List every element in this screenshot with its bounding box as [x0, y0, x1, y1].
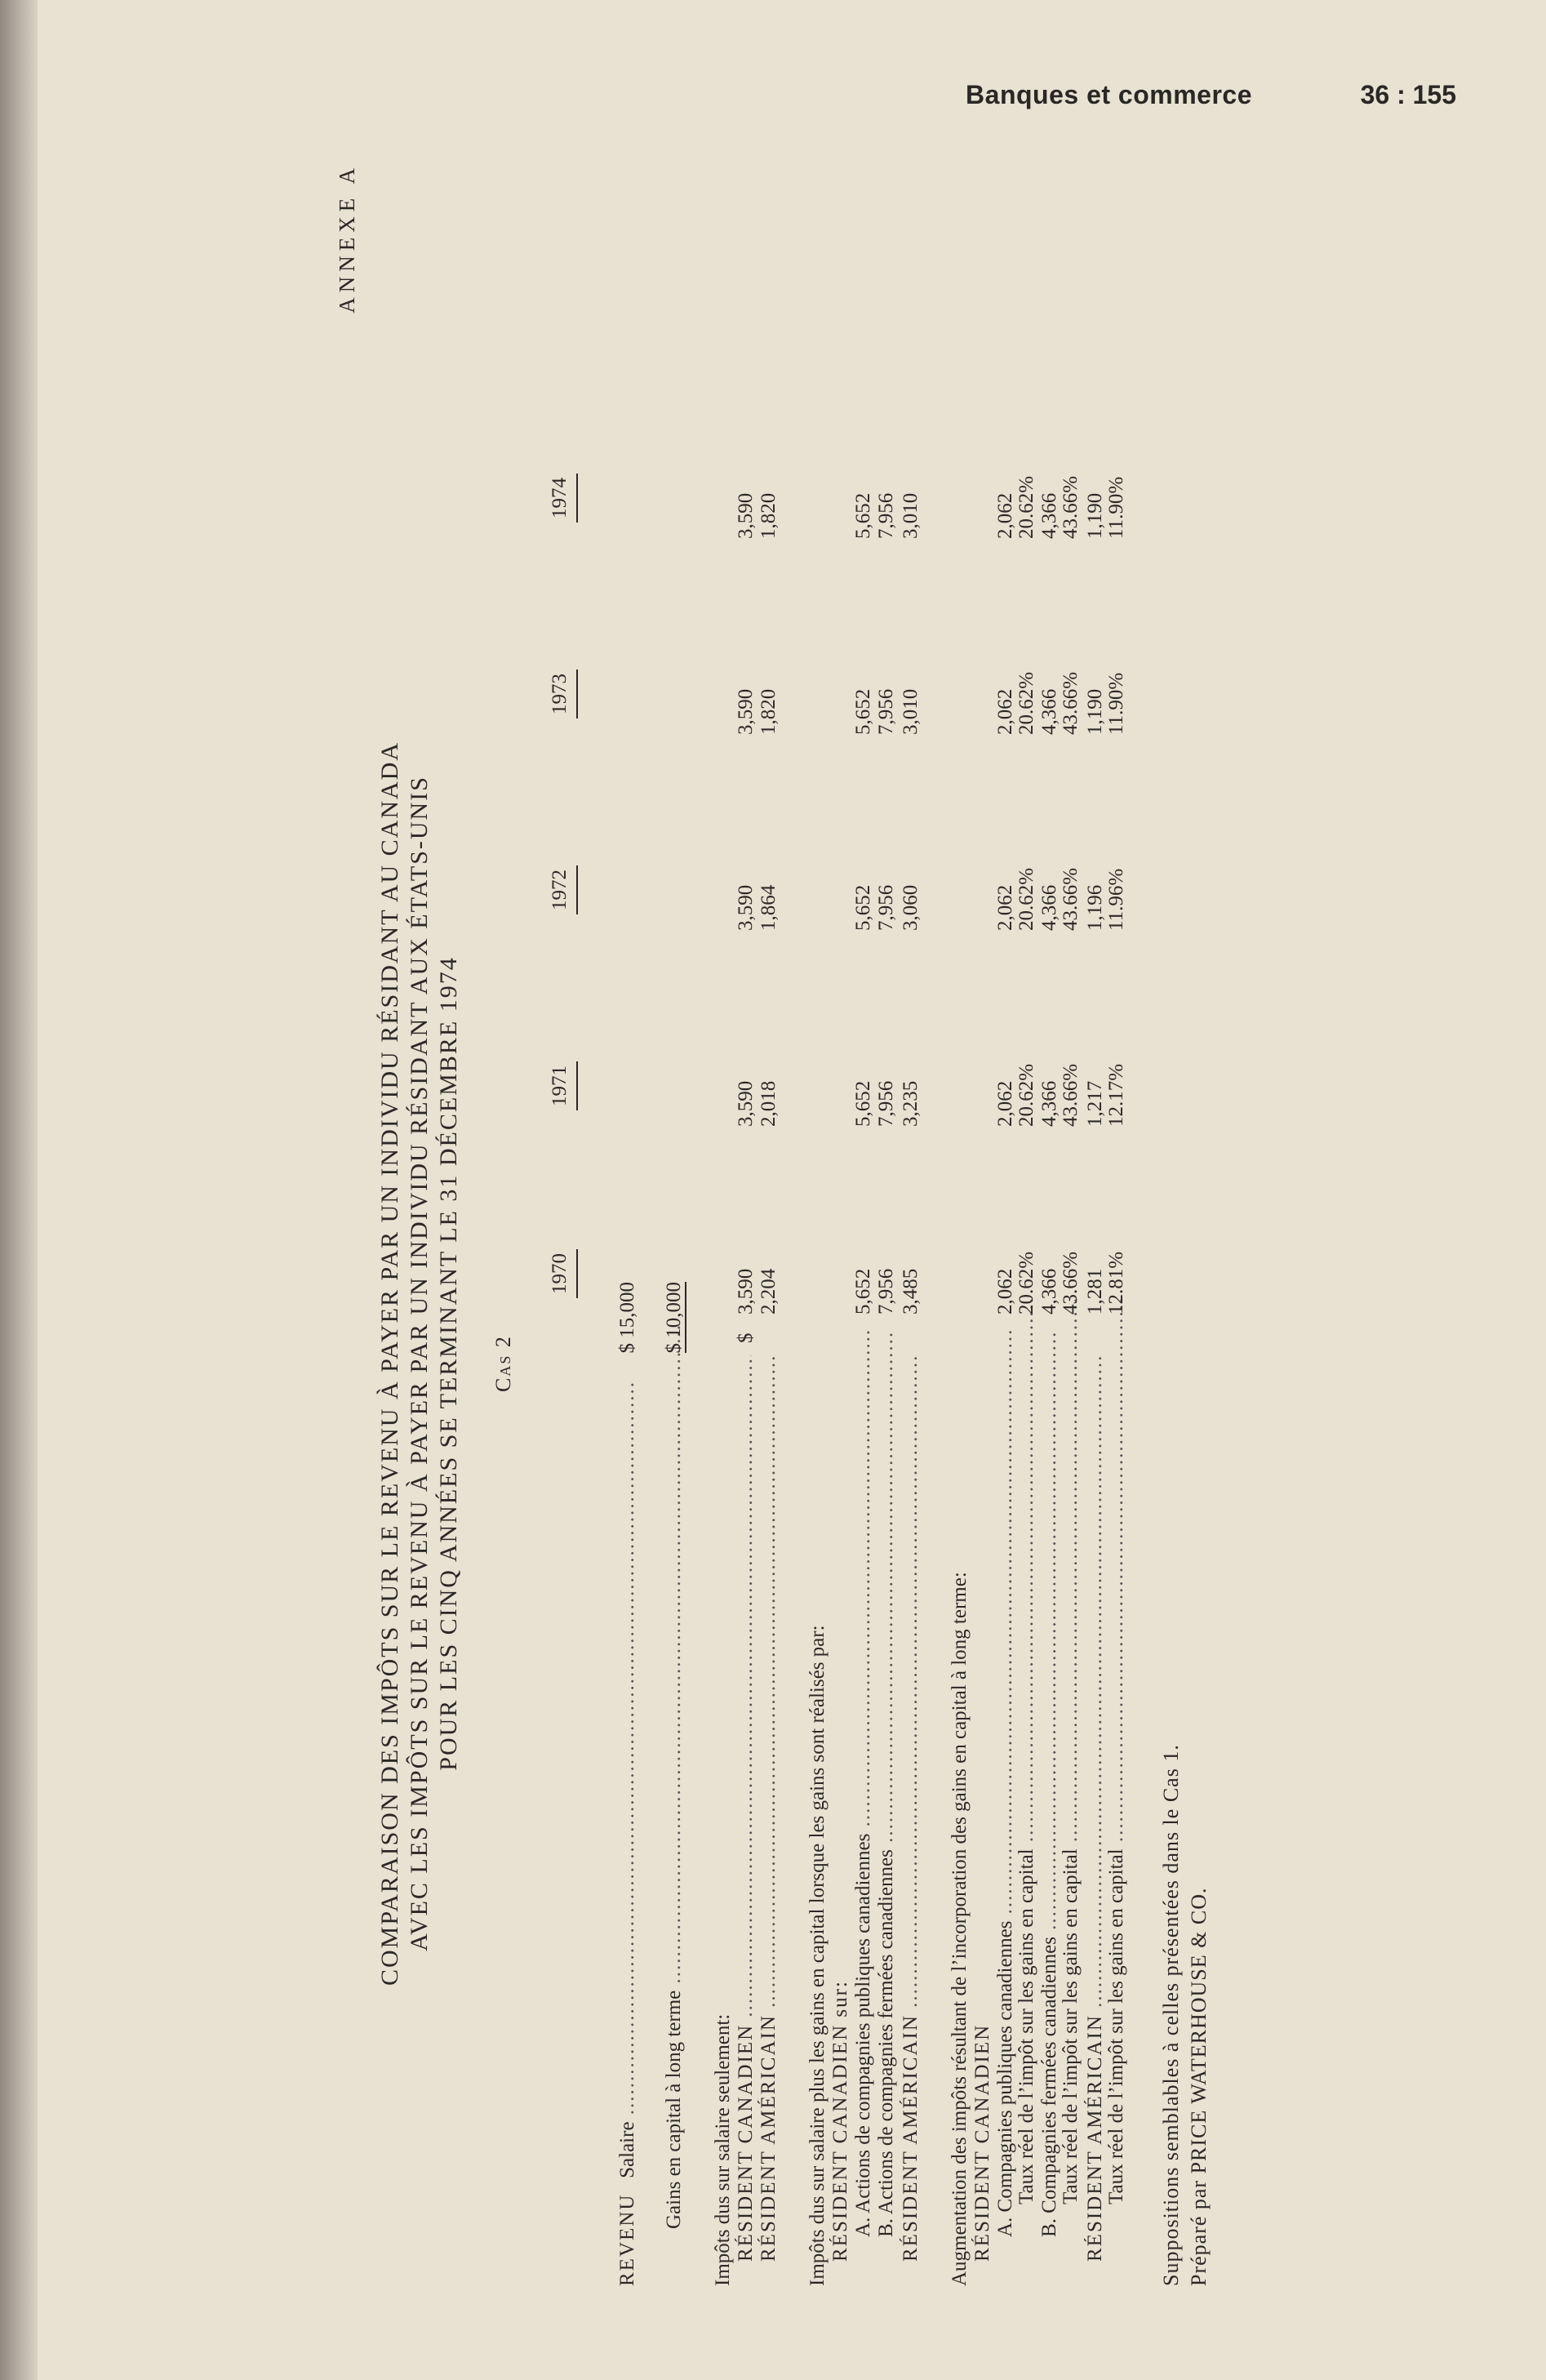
rotated-table-page: ANNEXE A COMPARAISON DES IMPÔTS SUR LE REVENU À PAYER PAR UN INDIVIDU RÉSIDANT AU CANADA AVEC LES IMPÔTS SUR LE REVENU À PAYER PAR UN INDIVIDU RÉSIDANT AUX ÉTATS-UNIS POUR LES CINQ ANNÉES SE TERMINANT LE 31 DÉCEMBRE 1974 Cas 2 1970 1971 1972 1973 1974 REVENU Salaire ..... $ 15,000 Gains en capital à long terme ..... $ 10,000 Impôts dus sur salaire seulement: RÉSIDENT CANADIEN ..... $ 3,590 3,590 3,590 3,590 3,590 RÉSIDENT AMÉRICAIN ..... 2,204 2,018 1,864 1,820 1,820 Impôts dus sur salaire plus les gains en capital lorsque les gains sont réalisés par: RÉSIDENT CANADIEN sur: A. Actions de compagnies publiques canadiennes ..... 5,652 5,652 5,652 5,652 5,652 B. Actions de compagnies fermées canadiennes ..... 7,956 7,956 7,956 7,956 7,956 RÉSIDENT AMÉRICAIN ..... 3,485 3,235 3,060 3,010 3,010 Augmentation des impôts résultant de l’incorporation des gains en capital à long terme: RÉSIDENT CANADIEN A. Compagnies publiques canadiennes ..... 2,062 2,062 2,062 2,062 2,062 Taux réel de l’impôt sur les gains en capital ..... 20.62% 20.62% 20.62% 20.62% 20.62% B. Compagnies fermées canadiennes ..... 4,366 4,366 4,366 4,366 4,366 Taux réel de l’impôt sur les gains en capital ..... 43.66% 43.66% 43.66% 43.66% 43.66% RÉSIDENT AMÉRICAIN ..... 1,281 1,217 1,196 1,190 1,190 Taux réel de l’impôt sur les gains en capital ..... 12.81% 12.17% 11.96% 11.90% 11.90% Suppositions semblables à celles présentées dans le Cas 1. Préparé par PRICE WATERHOUSE & CO.	[335, 163, 1546, 2286]
capital-gains-label: Gains en capital à long terme .....	[663, 1323, 686, 2286]
capital-amount: $ 10,000	[663, 1282, 685, 1354]
section-title: Banques et commerce	[966, 80, 1252, 109]
annex-label: ANNEXE A	[335, 163, 359, 314]
salary-amount: $ 15,000	[616, 1282, 638, 1354]
case-label	[491, 506, 516, 2221]
case-label-text: Cas 2	[491, 1335, 515, 1392]
page-header	[49, 80, 1456, 121]
title-line-2: AVEC LES IMPÔTS SUR LE REVENU À PAYER PAR UN INDIVIDU RÉSIDANT AUX ÉTATS-UNIS	[406, 776, 433, 1951]
revenue-salary-label: REVENU Salaire .....	[616, 1380, 639, 2286]
title-line-3: POUR LES CINQ ANNÉES SE TERMINANT LE 31 DÉCEMBRE 1974	[435, 956, 462, 1771]
year-1974: 1974	[549, 465, 578, 531]
year-1972: 1972	[549, 857, 578, 923]
note-assumptions: Suppositions semblables à celles présentées dans le Cas 1.	[1159, 1744, 1183, 2286]
book-binding-shadow	[0, 0, 38, 2380]
note-prepared-by: Préparé par PRICE WATERHOUSE & CO.	[1187, 1887, 1211, 2286]
document-title	[375, 506, 464, 2221]
page-number: 36 : 155	[1360, 80, 1456, 109]
year-1973: 1973	[549, 661, 578, 727]
title-line-1: COMPARAISON DES IMPÔTS SUR LE REVENU À PAYER PAR UN INDIVIDU RÉSIDANT AU CANADA	[376, 741, 403, 1986]
year-1971: 1971	[549, 1053, 578, 1119]
year-1970: 1970	[549, 1241, 578, 1306]
